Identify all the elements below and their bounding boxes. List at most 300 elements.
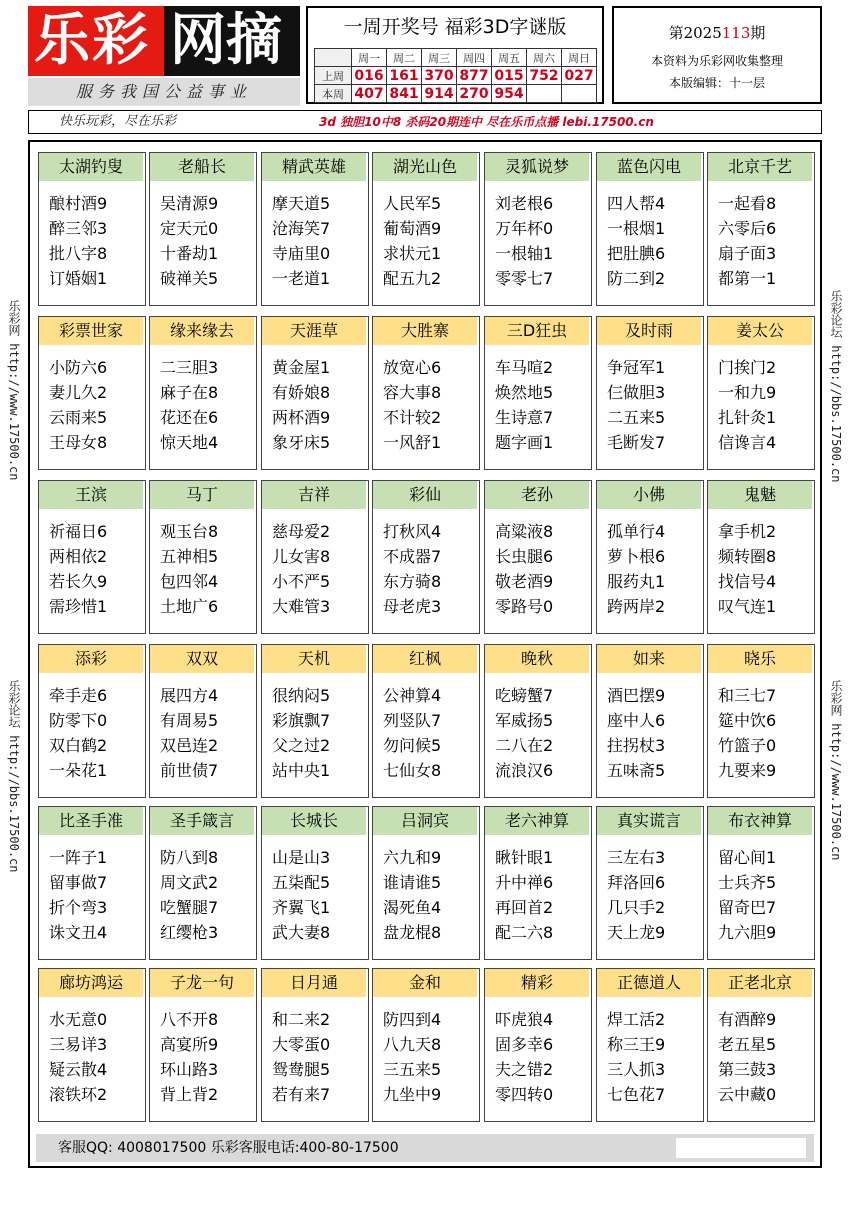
riddle-list [495, 845, 553, 945]
riddle-item: 老五星5 [718, 1035, 777, 1054]
riddle-card-title: 吕洞宾 [373, 807, 477, 835]
riddle-card [372, 806, 480, 960]
riddle-item: 两相依2 [49, 547, 108, 566]
riddle-item: 十番劫1 [160, 244, 219, 263]
riddle-item: 吃蟹腿7 [160, 898, 219, 917]
riddle-item: 麻子在8 [160, 383, 219, 402]
riddle-item: 零路号0 [495, 597, 554, 616]
riddle-item: 称三王9 [607, 1035, 666, 1054]
riddle-item: 求状元1 [383, 244, 442, 263]
riddle-item: 五神相5 [160, 547, 219, 566]
riddle-item: 防二到2 [607, 269, 666, 288]
riddle-card-title: 湖光山色 [373, 153, 477, 181]
riddle-list [495, 191, 553, 291]
riddle-item: 妻儿久2 [49, 383, 108, 402]
draw-number: 877 [457, 67, 492, 85]
riddle-card-title: 长城长 [262, 807, 366, 835]
riddle-item: 拜洛回6 [607, 873, 666, 892]
riddle-item: 三人抓3 [607, 1060, 666, 1079]
riddle-item: 九六胆9 [718, 923, 777, 942]
riddle-list [383, 1007, 441, 1107]
issue-number: 113 [721, 24, 751, 42]
riddle-list [607, 519, 665, 619]
editor-note: 本版编辑：十一层 [668, 76, 765, 90]
riddle-item: 竹篮子0 [718, 736, 777, 755]
riddle-item: 天上龙9 [607, 923, 666, 942]
riddle-item: 固多幸6 [495, 1035, 554, 1054]
riddle-item: 萝卜根6 [607, 547, 666, 566]
riddle-card [149, 644, 257, 798]
riddle-item: 牵手走6 [49, 686, 108, 705]
riddle-item: 二五来5 [607, 408, 666, 427]
riddle-list [272, 845, 330, 945]
riddle-item: 再回首2 [495, 898, 554, 917]
riddle-card-title: 红枫 [373, 645, 477, 673]
riddle-list [718, 191, 776, 291]
riddle-item: 黄金屋1 [272, 358, 331, 377]
riddle-item: 防零下0 [49, 711, 108, 730]
riddle-card-title: 金和 [373, 969, 477, 997]
riddle-list [718, 845, 776, 945]
riddle-item: 叹气连1 [718, 597, 777, 616]
issue-panel [612, 6, 822, 104]
riddle-item: 留奇巴7 [718, 898, 777, 917]
riddle-item: 扎针灸1 [718, 408, 777, 427]
side-text-right-top: 乐彩论坛 http://bbs.17500.cn [829, 290, 843, 483]
riddle-item: 第三鼓3 [718, 1060, 777, 1079]
riddle-item: 疑云散4 [49, 1060, 108, 1079]
riddle-item: 一根轴1 [495, 244, 554, 263]
last-week-label: 上周 [315, 67, 352, 85]
logo-subtitle: 服务我国公益事业 [28, 78, 300, 106]
issue-prefix: 第2025 [668, 24, 722, 42]
riddle-list [383, 683, 441, 783]
riddle-item: 三左右3 [607, 848, 666, 867]
promo-link[interactable]: 3d 独胆10中8 杀码20期连中 尽在乐币点播 lebi.17500.cn [319, 115, 654, 129]
footer-bar [36, 1134, 814, 1162]
draw-number: 914 [422, 85, 457, 103]
riddle-card [372, 480, 480, 634]
riddle-item: 摩天道5 [272, 194, 331, 213]
draw-number [527, 85, 562, 103]
riddle-item: 周文武2 [160, 873, 219, 892]
riddle-card [707, 316, 815, 470]
riddle-item: 观玉台8 [160, 522, 219, 541]
riddle-item: 鸳鸯腿5 [272, 1060, 331, 1079]
riddle-item: 小不严5 [272, 572, 331, 591]
riddle-card-title: 灵狐说梦 [485, 153, 589, 181]
riddle-item: 五柒配5 [272, 873, 331, 892]
riddle-item: 一朵花1 [49, 761, 108, 780]
riddle-list [272, 519, 330, 619]
riddle-list [383, 845, 441, 945]
draw-number: 752 [527, 67, 562, 85]
riddle-list [160, 845, 218, 945]
riddle-card [596, 480, 704, 634]
riddle-item: 吴清源9 [160, 194, 219, 213]
riddle-item: 服药丸1 [607, 572, 666, 591]
riddle-item: 站中央1 [272, 761, 331, 780]
riddle-card [261, 152, 369, 306]
riddle-item: 葡萄酒9 [383, 219, 442, 238]
riddle-card [484, 806, 592, 960]
riddle-card [149, 968, 257, 1122]
riddle-list [718, 683, 776, 783]
riddle-item: 都第一1 [718, 269, 777, 288]
riddle-item: 山是山3 [272, 848, 331, 867]
riddle-item: 焊工活2 [607, 1010, 666, 1029]
riddle-card-title: 精彩 [485, 969, 589, 997]
issue-line [614, 22, 820, 43]
riddle-item: 二八在2 [495, 736, 554, 755]
riddle-item: 几只手2 [607, 898, 666, 917]
riddle-item: 若长久9 [49, 572, 108, 591]
riddle-item: 三五来5 [383, 1060, 442, 1079]
riddle-item: 高宴所9 [160, 1035, 219, 1054]
riddle-item: 列竖队7 [383, 711, 442, 730]
riddle-item: 母老虎3 [383, 597, 442, 616]
riddle-card [149, 316, 257, 470]
riddle-item: 很纳闷5 [272, 686, 331, 705]
riddle-card-title: 廊坊鸿运 [39, 969, 143, 997]
riddle-card [149, 480, 257, 634]
riddle-item: 人民军5 [383, 194, 442, 213]
draw-number: 270 [457, 85, 492, 103]
riddle-item: 配二六8 [495, 923, 554, 942]
slogan-bar [28, 110, 822, 134]
day-header: 周二 [387, 49, 422, 67]
riddle-item: 九坐中9 [383, 1085, 442, 1104]
riddle-item: 毛断发7 [607, 433, 666, 452]
riddle-card-title: 蓝色闪电 [597, 153, 701, 181]
riddle-card-title: 马丁 [150, 481, 254, 509]
riddle-item: 土地广6 [160, 597, 219, 616]
riddle-item: 一根烟1 [607, 219, 666, 238]
riddle-item: 吃螃蟹7 [495, 686, 554, 705]
riddle-item: 瞅针眼1 [495, 848, 554, 867]
riddle-card-title: 大胜寨 [373, 317, 477, 345]
corner-cell [315, 49, 352, 67]
riddle-item: 东方骑8 [383, 572, 442, 591]
riddle-item: 双邑连2 [160, 736, 219, 755]
draw-number [562, 85, 597, 103]
riddle-item: 订婚姻1 [49, 269, 108, 288]
riddle-card-title: 北京千艺 [708, 153, 812, 181]
this-week-label: 本周 [315, 85, 352, 103]
draw-number: 370 [422, 67, 457, 85]
riddle-item: 信谗言4 [718, 433, 777, 452]
riddle-item: 一老道1 [272, 269, 331, 288]
riddle-item: 七色花7 [607, 1085, 666, 1104]
draw-number: 954 [492, 85, 527, 103]
riddle-list [607, 1007, 665, 1107]
day-header: 周日 [562, 49, 597, 67]
riddle-card [38, 480, 146, 634]
riddle-item: 升中禅6 [495, 873, 554, 892]
riddle-item: 有娇娘8 [272, 383, 331, 402]
footer-contact: 客服QQ: 4008017500 乐彩客服电话:400-80-17500 [58, 1140, 399, 1156]
riddle-card [596, 968, 704, 1122]
riddle-card [261, 316, 369, 470]
riddle-item: 勿问候5 [383, 736, 442, 755]
riddle-card [38, 644, 146, 798]
riddle-card [484, 968, 592, 1122]
riddle-item: 四人帮4 [607, 194, 666, 213]
riddle-list [383, 191, 441, 291]
riddle-card-title: 姜太公 [708, 317, 812, 345]
riddle-card [261, 806, 369, 960]
riddle-item: 象牙床5 [272, 433, 331, 452]
riddle-item: 三易详3 [49, 1035, 108, 1054]
riddle-item: 两杯酒9 [272, 408, 331, 427]
riddle-item: 防八到8 [160, 848, 219, 867]
riddle-item: 八九天8 [383, 1035, 442, 1054]
riddle-item: 若有来7 [272, 1085, 331, 1104]
day-header: 周一 [352, 49, 387, 67]
riddle-item: 水无意0 [49, 1010, 108, 1029]
riddle-item: 留心间1 [718, 848, 777, 867]
riddle-item: 双白鹤2 [49, 736, 108, 755]
riddle-item: 齐翼飞1 [272, 898, 331, 917]
riddle-card-title: 如来 [597, 645, 701, 673]
riddle-item: 题字画1 [495, 433, 554, 452]
riddle-item: 流浪汉6 [495, 761, 554, 780]
riddle-list [160, 191, 218, 291]
riddle-item: 展四方4 [160, 686, 219, 705]
riddle-card [38, 316, 146, 470]
riddle-list [160, 1007, 218, 1107]
riddle-list [160, 519, 218, 619]
riddle-card [372, 968, 480, 1122]
day-header: 周六 [527, 49, 562, 67]
issue-suffix: 期 [750, 24, 766, 42]
riddle-card-title: 正老北京 [708, 969, 812, 997]
riddle-item: 打秋风4 [383, 522, 442, 541]
riddle-item: 父之过2 [272, 736, 331, 755]
riddle-item: 红缨枪3 [160, 923, 219, 942]
riddle-card-title: 日月通 [262, 969, 366, 997]
riddle-card-title: 老六神算 [485, 807, 589, 835]
riddle-card-title: 精武英雄 [262, 153, 366, 181]
riddle-item: 八不开8 [160, 1010, 219, 1029]
riddle-card [372, 152, 480, 306]
riddle-item: 把肚腆6 [607, 244, 666, 263]
riddle-item: 武大妻8 [272, 923, 331, 942]
riddle-item: 慈母爱2 [272, 522, 331, 541]
logo-red-text: 乐彩 [28, 6, 300, 76]
riddle-item: 万年杯0 [495, 219, 554, 238]
riddle-card-title: 老船长 [150, 153, 254, 181]
riddle-item: 配五九2 [383, 269, 442, 288]
riddle-item: 一风舒1 [383, 433, 442, 452]
draw-number: 161 [387, 67, 422, 85]
draw-number: 015 [492, 67, 527, 85]
riddle-item: 长虫腿6 [495, 547, 554, 566]
riddle-card-title: 三D狂虫 [485, 317, 589, 345]
riddle-card-title: 添彩 [39, 645, 143, 673]
riddle-card [38, 806, 146, 960]
riddle-list [495, 683, 553, 783]
riddle-card [372, 316, 480, 470]
riddle-item: 酒巴摆9 [607, 686, 666, 705]
riddle-item: 前世债7 [160, 761, 219, 780]
riddle-item: 吓虎狼4 [495, 1010, 554, 1029]
riddle-item: 一起看8 [718, 194, 777, 213]
riddle-item: 七仙女8 [383, 761, 442, 780]
riddle-item: 刘老根6 [495, 194, 554, 213]
riddle-item: 王母女8 [49, 433, 108, 452]
riddle-item: 儿女害8 [272, 547, 331, 566]
riddle-card [596, 152, 704, 306]
riddle-item: 折个弯3 [49, 898, 108, 917]
riddle-list [49, 1007, 107, 1107]
riddle-card [707, 806, 815, 960]
riddle-item: 车马喧2 [495, 358, 554, 377]
riddle-card [484, 316, 592, 470]
riddle-card-title: 天涯草 [262, 317, 366, 345]
slogan-left: 快乐玩彩，尽在乐彩 [59, 114, 177, 129]
riddle-item: 门挨门2 [718, 358, 777, 377]
riddle-item: 寺庙里0 [272, 244, 331, 263]
logo [28, 6, 300, 106]
riddle-item: 军威扬5 [495, 711, 554, 730]
riddle-list [607, 355, 665, 455]
riddle-card [596, 316, 704, 470]
riddle-item: 生诗意7 [495, 408, 554, 427]
riddle-card-title: 彩票世家 [39, 317, 143, 345]
riddle-item: 频转圈8 [718, 547, 777, 566]
day-header: 周五 [492, 49, 527, 67]
riddle-card-title: 双双 [150, 645, 254, 673]
riddle-card-title: 天机 [262, 645, 366, 673]
riddle-card-title: 比圣手准 [39, 807, 143, 835]
riddle-item: 六零后6 [718, 219, 777, 238]
side-text-right-bottom: 乐彩网 http://www.17500.cn [829, 680, 843, 861]
weekly-draws-panel [306, 6, 604, 104]
riddle-item: 座中人6 [607, 711, 666, 730]
riddle-card-title: 真实谎言 [597, 807, 701, 835]
riddle-item: 醉三邻3 [49, 219, 108, 238]
riddle-card-title: 圣手箴言 [150, 807, 254, 835]
riddle-list [383, 355, 441, 455]
side-text-left-top: 乐彩网 http://www.17500.cn [7, 300, 21, 481]
riddle-item: 背上背2 [160, 1085, 219, 1104]
riddle-item: 拿手机2 [718, 522, 777, 541]
riddle-item: 五味斋5 [607, 761, 666, 780]
riddle-card [149, 806, 257, 960]
collect-note: 本资料为乐彩网收集整理 [650, 54, 783, 68]
riddle-list [383, 519, 441, 619]
riddle-card [596, 806, 704, 960]
riddle-card [707, 480, 815, 634]
riddle-item: 渴死鱼4 [383, 898, 442, 917]
riddle-card-title: 及时雨 [597, 317, 701, 345]
draw-number: 027 [562, 67, 597, 85]
riddle-list [272, 355, 330, 455]
riddle-item: 盘龙棍8 [383, 923, 442, 942]
weekly-draws-title: 一周开奖号 福彩3D字谜版 [343, 16, 567, 38]
riddle-card [261, 480, 369, 634]
riddle-item: 惊天地4 [160, 433, 219, 452]
riddle-item: 零四转0 [495, 1085, 554, 1104]
riddle-item: 九要来9 [718, 761, 777, 780]
riddle-card [707, 152, 815, 306]
footer-blank-box [676, 1138, 806, 1158]
riddle-list [718, 1007, 776, 1107]
riddle-item: 不计较2 [383, 408, 442, 427]
riddle-card [484, 152, 592, 306]
riddle-card-title: 鬼魅 [708, 481, 812, 509]
riddle-item: 夫之错2 [495, 1060, 554, 1079]
riddle-item: 敬老酒9 [495, 572, 554, 591]
riddle-card-title: 正德道人 [597, 969, 701, 997]
riddle-list [718, 355, 776, 455]
riddle-item: 防四到4 [383, 1010, 442, 1029]
riddle-item: 留事做7 [49, 873, 108, 892]
riddle-item: 不成器7 [383, 547, 442, 566]
riddle-list [49, 845, 107, 945]
draw-number: 841 [387, 85, 422, 103]
riddle-list [495, 1007, 553, 1107]
riddle-item: 二三胆3 [160, 358, 219, 377]
riddle-card-title: 晓乐 [708, 645, 812, 673]
riddle-item: 高粱液8 [495, 522, 554, 541]
riddle-item: 焕然地5 [495, 383, 554, 402]
riddle-card-title: 小佛 [597, 481, 701, 509]
riddle-card [38, 968, 146, 1122]
riddle-card [38, 152, 146, 306]
riddle-item: 一和九9 [718, 383, 777, 402]
riddle-list [49, 355, 107, 455]
riddle-card [261, 968, 369, 1122]
riddle-list [160, 683, 218, 783]
riddle-item: 包四邻4 [160, 572, 219, 591]
riddle-card [484, 480, 592, 634]
riddle-item: 需珍惜1 [49, 597, 108, 616]
riddle-item: 零零七7 [495, 269, 554, 288]
riddle-item: 争冠军1 [607, 358, 666, 377]
riddle-item: 花还在6 [160, 408, 219, 427]
riddle-list [49, 191, 107, 291]
riddle-card-title: 吉祥 [262, 481, 366, 509]
riddle-list [160, 355, 218, 455]
riddle-item: 小防六6 [49, 358, 108, 377]
riddle-card-title: 老孙 [485, 481, 589, 509]
riddle-card [707, 968, 815, 1122]
riddle-card-title: 王滨 [39, 481, 143, 509]
riddle-list [607, 191, 665, 291]
riddle-item: 大零蛋0 [272, 1035, 331, 1054]
riddle-item: 批八字8 [49, 244, 108, 263]
riddle-card-title: 布衣神算 [708, 807, 812, 835]
riddle-card [596, 644, 704, 798]
side-text-left-bottom: 乐彩论坛 http://bbs.17500.cn [7, 680, 21, 873]
riddle-item: 云中藏0 [718, 1085, 777, 1104]
riddle-list [272, 1007, 330, 1107]
riddle-card [261, 644, 369, 798]
riddle-item: 酿村酒9 [49, 194, 108, 213]
riddle-card [707, 644, 815, 798]
riddle-item: 彩旗飘7 [272, 711, 331, 730]
riddle-card [372, 644, 480, 798]
riddle-list [272, 191, 330, 291]
riddle-item: 公神算4 [383, 686, 442, 705]
draw-number: 016 [352, 67, 387, 85]
riddle-item: 环山路3 [160, 1060, 219, 1079]
riddle-item: 士兵齐5 [718, 873, 777, 892]
riddle-item: 祈福日6 [49, 522, 108, 541]
riddle-item: 有酒醉9 [718, 1010, 777, 1029]
